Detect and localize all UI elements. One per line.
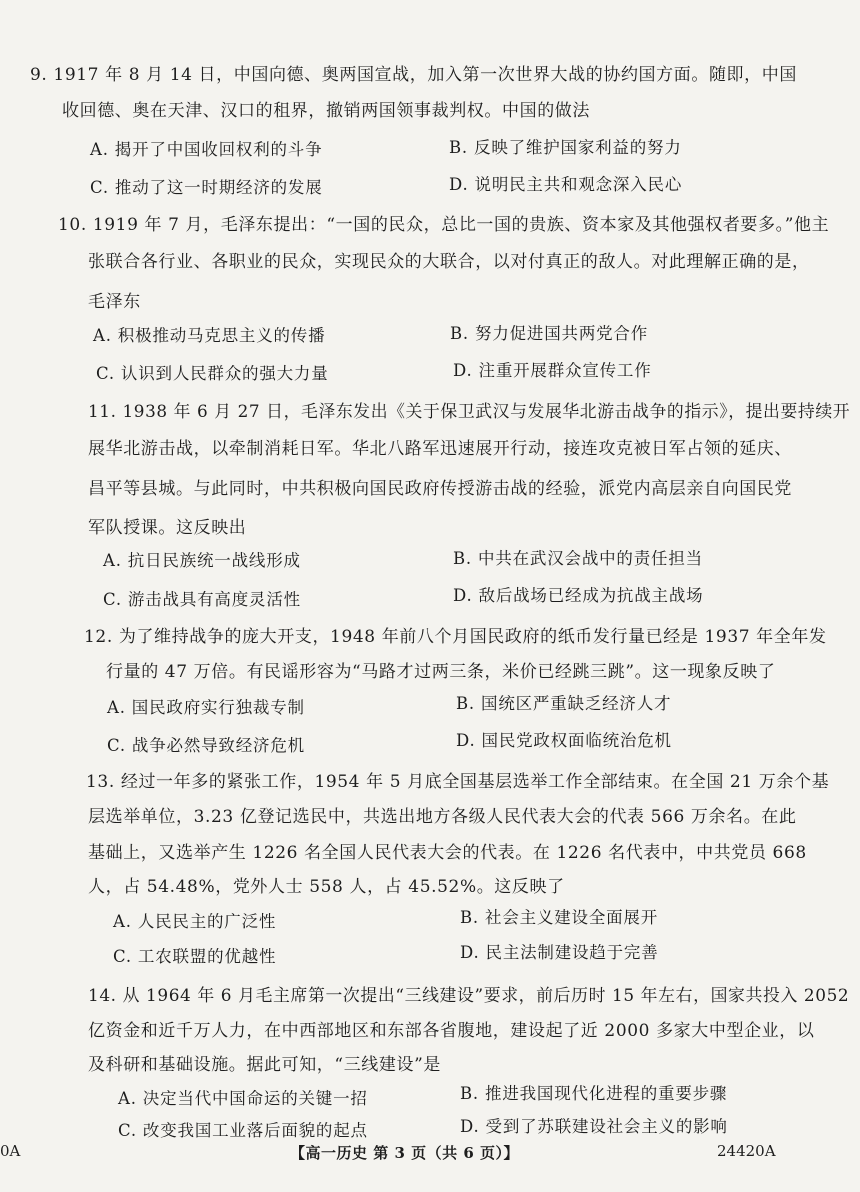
- option-d: D. 说明民主共和观念深入民心: [449, 175, 683, 194]
- option-a: A. 抗日民族统一战线形成: [103, 551, 301, 570]
- question-text-line: 收回德、奥在天津、汉口的租界，撤销两国领事裁判权。中国的做法: [62, 101, 590, 121]
- question-text-line: 行量的 47 万倍。有民谣形容为“马路才过两三条，米价已经跳三跳”。这一现象反映了: [106, 662, 776, 682]
- option-d: D. 敌后战场已经成为抗战主战场: [453, 586, 704, 605]
- option-c: C. 推动了这一时期经济的发展: [90, 178, 323, 197]
- question-text-line: 亿资金和近千万人力，在中西部地区和东部各省腹地，建设起了近 2000 多家大中型企业，以: [88, 1021, 815, 1041]
- option-c: C. 认识到人民群众的强大力量: [96, 364, 329, 383]
- option-b: B. 推进我国现代化进程的重要步骤: [460, 1084, 728, 1103]
- footer-right-code: 24420A: [717, 1142, 776, 1160]
- option-c: C. 游击战具有高度灵活性: [103, 590, 301, 609]
- question-text-line: 毛泽东: [88, 292, 141, 312]
- footer-left-code: 0A: [0, 1142, 21, 1160]
- page-footer: 【高一历史 第 3 页（共 6 页）】: [290, 1144, 519, 1162]
- option-d: D. 民主法制建设趋于完善: [460, 943, 659, 962]
- option-b: B. 努力促进国共两党合作: [450, 324, 649, 343]
- question-text-line: 14. 从 1964 年 6 月毛主席第一次提出“三线建设”要求，前后历时 15 年左右，国家共投入 2052: [88, 986, 850, 1006]
- question-text-line: 9. 1917 年 8 月 14 日，中国向德、奥两国宣战，加入第一次世界大战的协约国方面。随即，中国: [30, 65, 797, 85]
- option-a: A. 国民政府实行独裁专制: [107, 698, 305, 717]
- question-text-line: 人，占 54.48%，党外人士 558 人，占 45.52%。这反映了: [88, 877, 565, 897]
- question-text-line: 基础上，又选举产生 1226 名全国人民代表大会的代表。在 1226 名代表中，中共党员 668: [88, 843, 807, 863]
- option-b: B. 反映了维护国家利益的努力: [449, 138, 682, 157]
- question-text-line: 张联合各行业、各职业的民众，实现民众的大联合，以对付真正的敌人。对此理解正确的是，: [88, 252, 810, 272]
- option-c: C. 工农联盟的优越性: [113, 947, 277, 966]
- option-c: C. 改变我国工业落后面貌的起点: [118, 1121, 368, 1140]
- option-d: D. 国民党政权面临统治危机: [456, 731, 672, 750]
- option-d: D. 注重开展群众宣传工作: [453, 361, 652, 380]
- option-c: C. 战争必然导致经济危机: [107, 736, 305, 755]
- option-a: A. 决定当代中国命运的关键一招: [118, 1089, 368, 1108]
- question-text-line: 13. 经过一年多的紧张工作，1954 年 5 月底全国基层选举工作全部结束。在全国 21 万余个基: [86, 772, 830, 792]
- option-d: D. 受到了苏联建设社会主义的影响: [460, 1117, 728, 1136]
- option-b: B. 国统区严重缺乏经济人才: [456, 694, 672, 713]
- question-text-line: 军队授课。这反映出: [88, 518, 247, 538]
- question-text-line: 及科研和基础设施。据此可知，“三线建设”是: [88, 1055, 441, 1075]
- question-text-line: 12. 为了维持战争的庞大开支，1948 年前八个月国民政府的纸币发行量已经是 1937 年全年发: [84, 627, 827, 647]
- option-a: A. 揭开了中国收回权利的斗争: [90, 140, 323, 159]
- question-text-line: 展华北游击战，以牵制消耗日军。华北八路军迅速展开行动，接连攻克被日军占领的延庆、: [88, 439, 792, 459]
- option-b: B. 中共在武汉会战中的责任担当: [453, 549, 703, 568]
- option-b: B. 社会主义建设全面展开: [460, 908, 659, 927]
- question-text-line: 11. 1938 年 6 月 27 日，毛泽东发出《关于保卫武汉与发展华北游击战争的指示》，提出要持续开: [88, 402, 851, 422]
- question-text-line: 层选举单位，3.23 亿登记选民中，共选出地方各级人民代表大会的代表 566 万余名。在此: [88, 807, 797, 827]
- question-text-line: 10. 1919 年 7 月，毛泽东提出：“一国的民众，总比一国的贵族、资本家及其他强权者要多。”他主: [58, 215, 830, 235]
- option-a: A. 人民民主的广泛性: [113, 912, 277, 931]
- option-a: A. 积极推动马克思主义的传播: [93, 326, 326, 345]
- question-text-line: 昌平等县城。与此同时，中共积极向国民政府传授游击战的经验，派党内高层亲自向国民党: [88, 479, 792, 499]
